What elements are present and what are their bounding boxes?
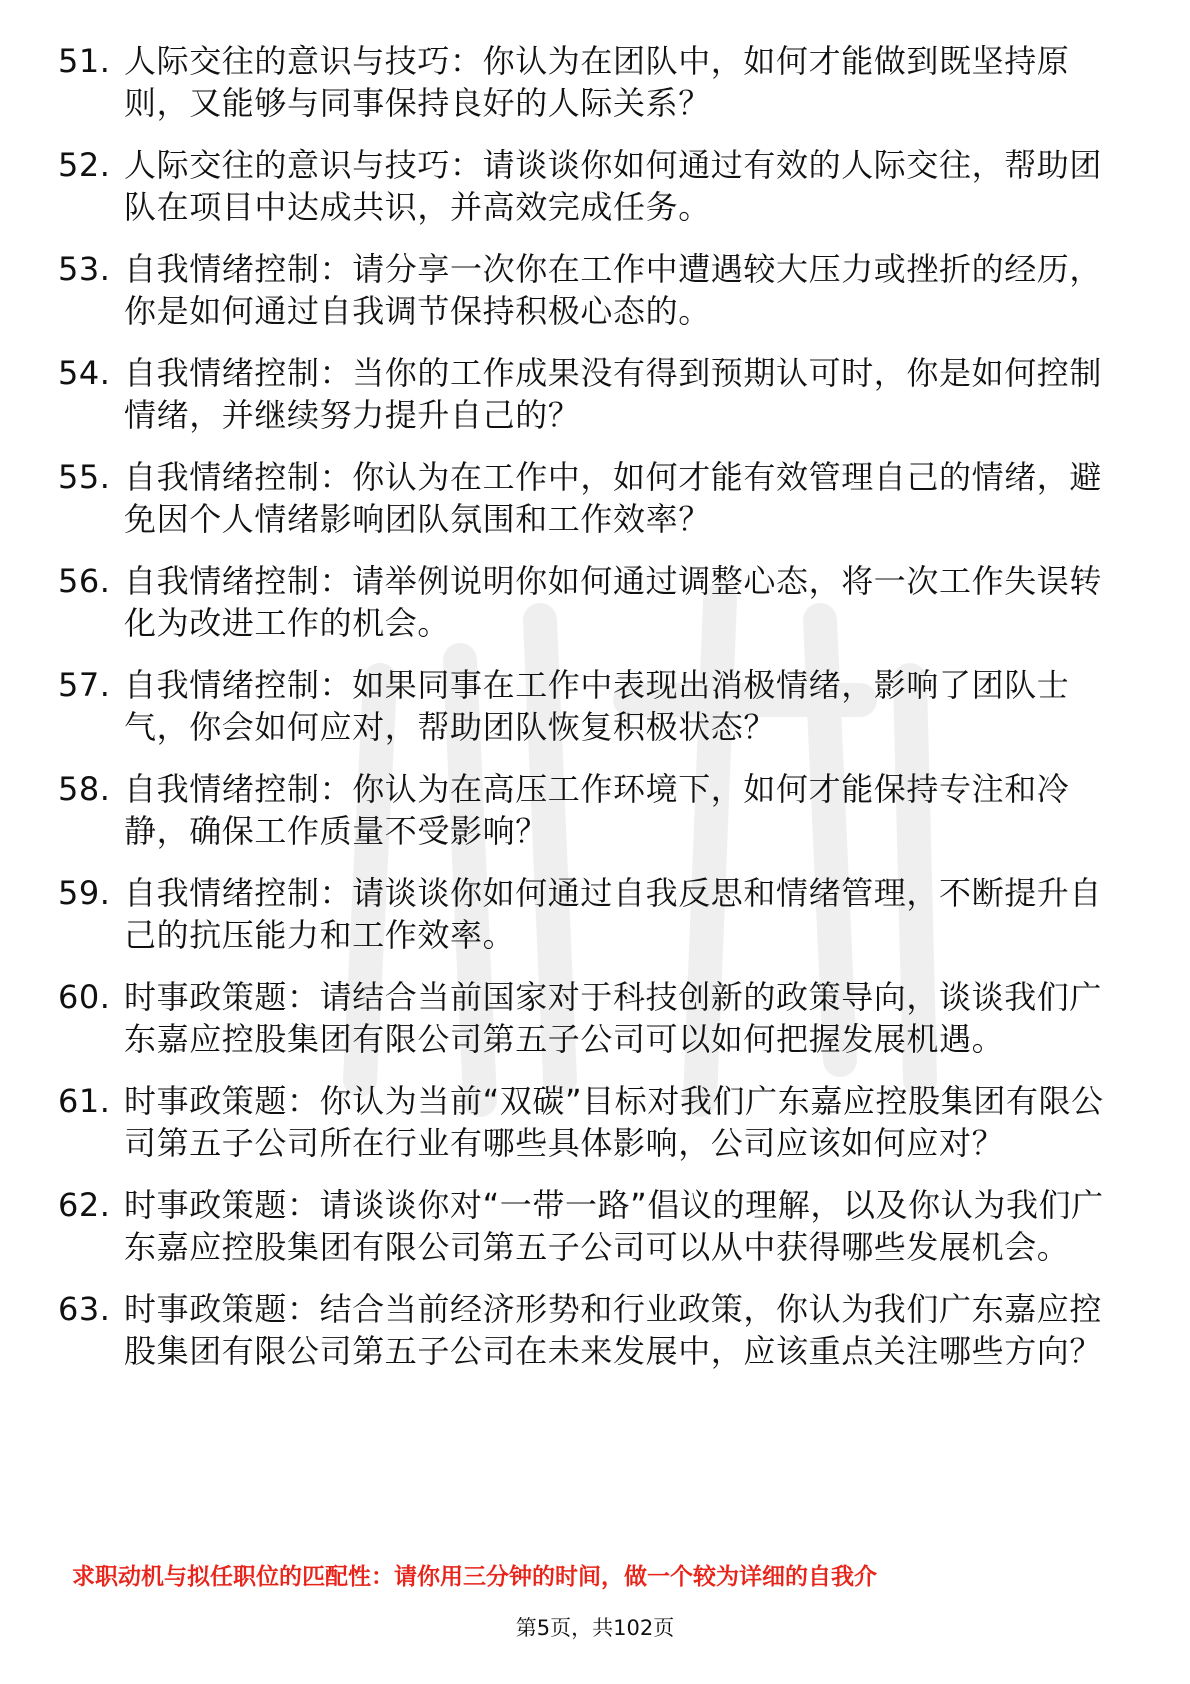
question-item xyxy=(58,872,1118,956)
question-item xyxy=(58,352,1118,436)
question-number: 61. xyxy=(58,1082,111,1120)
page-number: 第5页，共102页 xyxy=(515,1616,675,1640)
question-item xyxy=(58,664,1118,748)
question-item xyxy=(58,40,1118,124)
question-item xyxy=(58,248,1118,332)
question-item xyxy=(58,456,1118,540)
question-list xyxy=(58,40,1118,1392)
question-text: 时事政策题：你认为当前“双碳”目标对我们广东嘉应控股集团有限公司第五子公司所在行业有哪些具体影响，公司应该如何应对？ xyxy=(124,1082,1104,1162)
question-number: 51. xyxy=(58,42,111,80)
question-text: 自我情绪控制：当你的工作成果没有得到预期认可时，你是如何控制情绪，并继续努力提升自己的？ xyxy=(124,354,1103,434)
question-item xyxy=(58,976,1118,1060)
question-item xyxy=(58,768,1118,852)
question-item xyxy=(58,144,1118,228)
question-text: 自我情绪控制：你认为在高压工作环境下，如何才能保持专注和冷静，确保工作质量不受影响？ xyxy=(124,770,1070,850)
next-section-heading: 求职动机与拟任职位的匹配性：请你用三分钟的时间，做一个较为详细的自我介 xyxy=(72,1564,877,1590)
question-number: 60. xyxy=(58,978,111,1016)
question-text: 自我情绪控制：如果同事在工作中表现出消极情绪，影响了团队士气，你会如何应对，帮助团队恢复积极状态？ xyxy=(124,666,1070,746)
question-text: 时事政策题：请结合当前国家对于科技创新的政策导向，谈谈我们广东嘉应控股集团有限公司第五子公司可以如何把握发展机遇。 xyxy=(124,978,1103,1058)
question-number: 54. xyxy=(58,354,111,392)
question-text: 时事政策题：结合当前经济形势和行业政策，你认为我们广东嘉应控股集团有限公司第五子公司在未来发展中，应该重点关注哪些方向？ xyxy=(124,1290,1103,1370)
question-text: 自我情绪控制：请举例说明你如何通过调整心态，将一次工作失误转化为改进工作的机会。 xyxy=(124,562,1103,642)
question-number: 59. xyxy=(58,874,111,912)
question-text: 人际交往的意识与技巧：你认为在团队中，如何才能做到既坚持原则，又能够与同事保持良好的人际关系？ xyxy=(124,42,1070,122)
question-text: 时事政策题：请谈谈你对“一带一路”倡议的理解，以及你认为我们广东嘉应控股集团有限公司第五子公司可以从中获得哪些发展机会。 xyxy=(124,1186,1104,1266)
question-item xyxy=(58,1288,1118,1372)
question-number: 56. xyxy=(58,562,111,600)
question-text: 自我情绪控制：你认为在工作中，如何才能有效管理自己的情绪，避免因个人情绪影响团队氛围和工作效率？ xyxy=(124,458,1103,538)
question-number: 58. xyxy=(58,770,111,808)
question-number: 53. xyxy=(58,250,111,288)
question-item xyxy=(58,1080,1118,1164)
question-number: 52. xyxy=(58,146,111,184)
question-number: 62. xyxy=(58,1186,111,1224)
question-item xyxy=(58,1184,1118,1268)
question-item xyxy=(58,560,1118,644)
question-number: 55. xyxy=(58,458,111,496)
question-text: 自我情绪控制：请谈谈你如何通过自我反思和情绪管理，不断提升自己的抗压能力和工作效率。 xyxy=(124,874,1103,954)
question-number: 63. xyxy=(58,1290,111,1328)
question-text: 人际交往的意识与技巧：请谈谈你如何通过有效的人际交往，帮助团队在项目中达成共识，并高效完成任务。 xyxy=(124,146,1103,226)
question-text: 自我情绪控制：请分享一次你在工作中遭遇较大压力或挫折的经历，你是如何通过自我调节保持积极心态的。 xyxy=(124,250,1103,330)
question-number: 57. xyxy=(58,666,111,704)
